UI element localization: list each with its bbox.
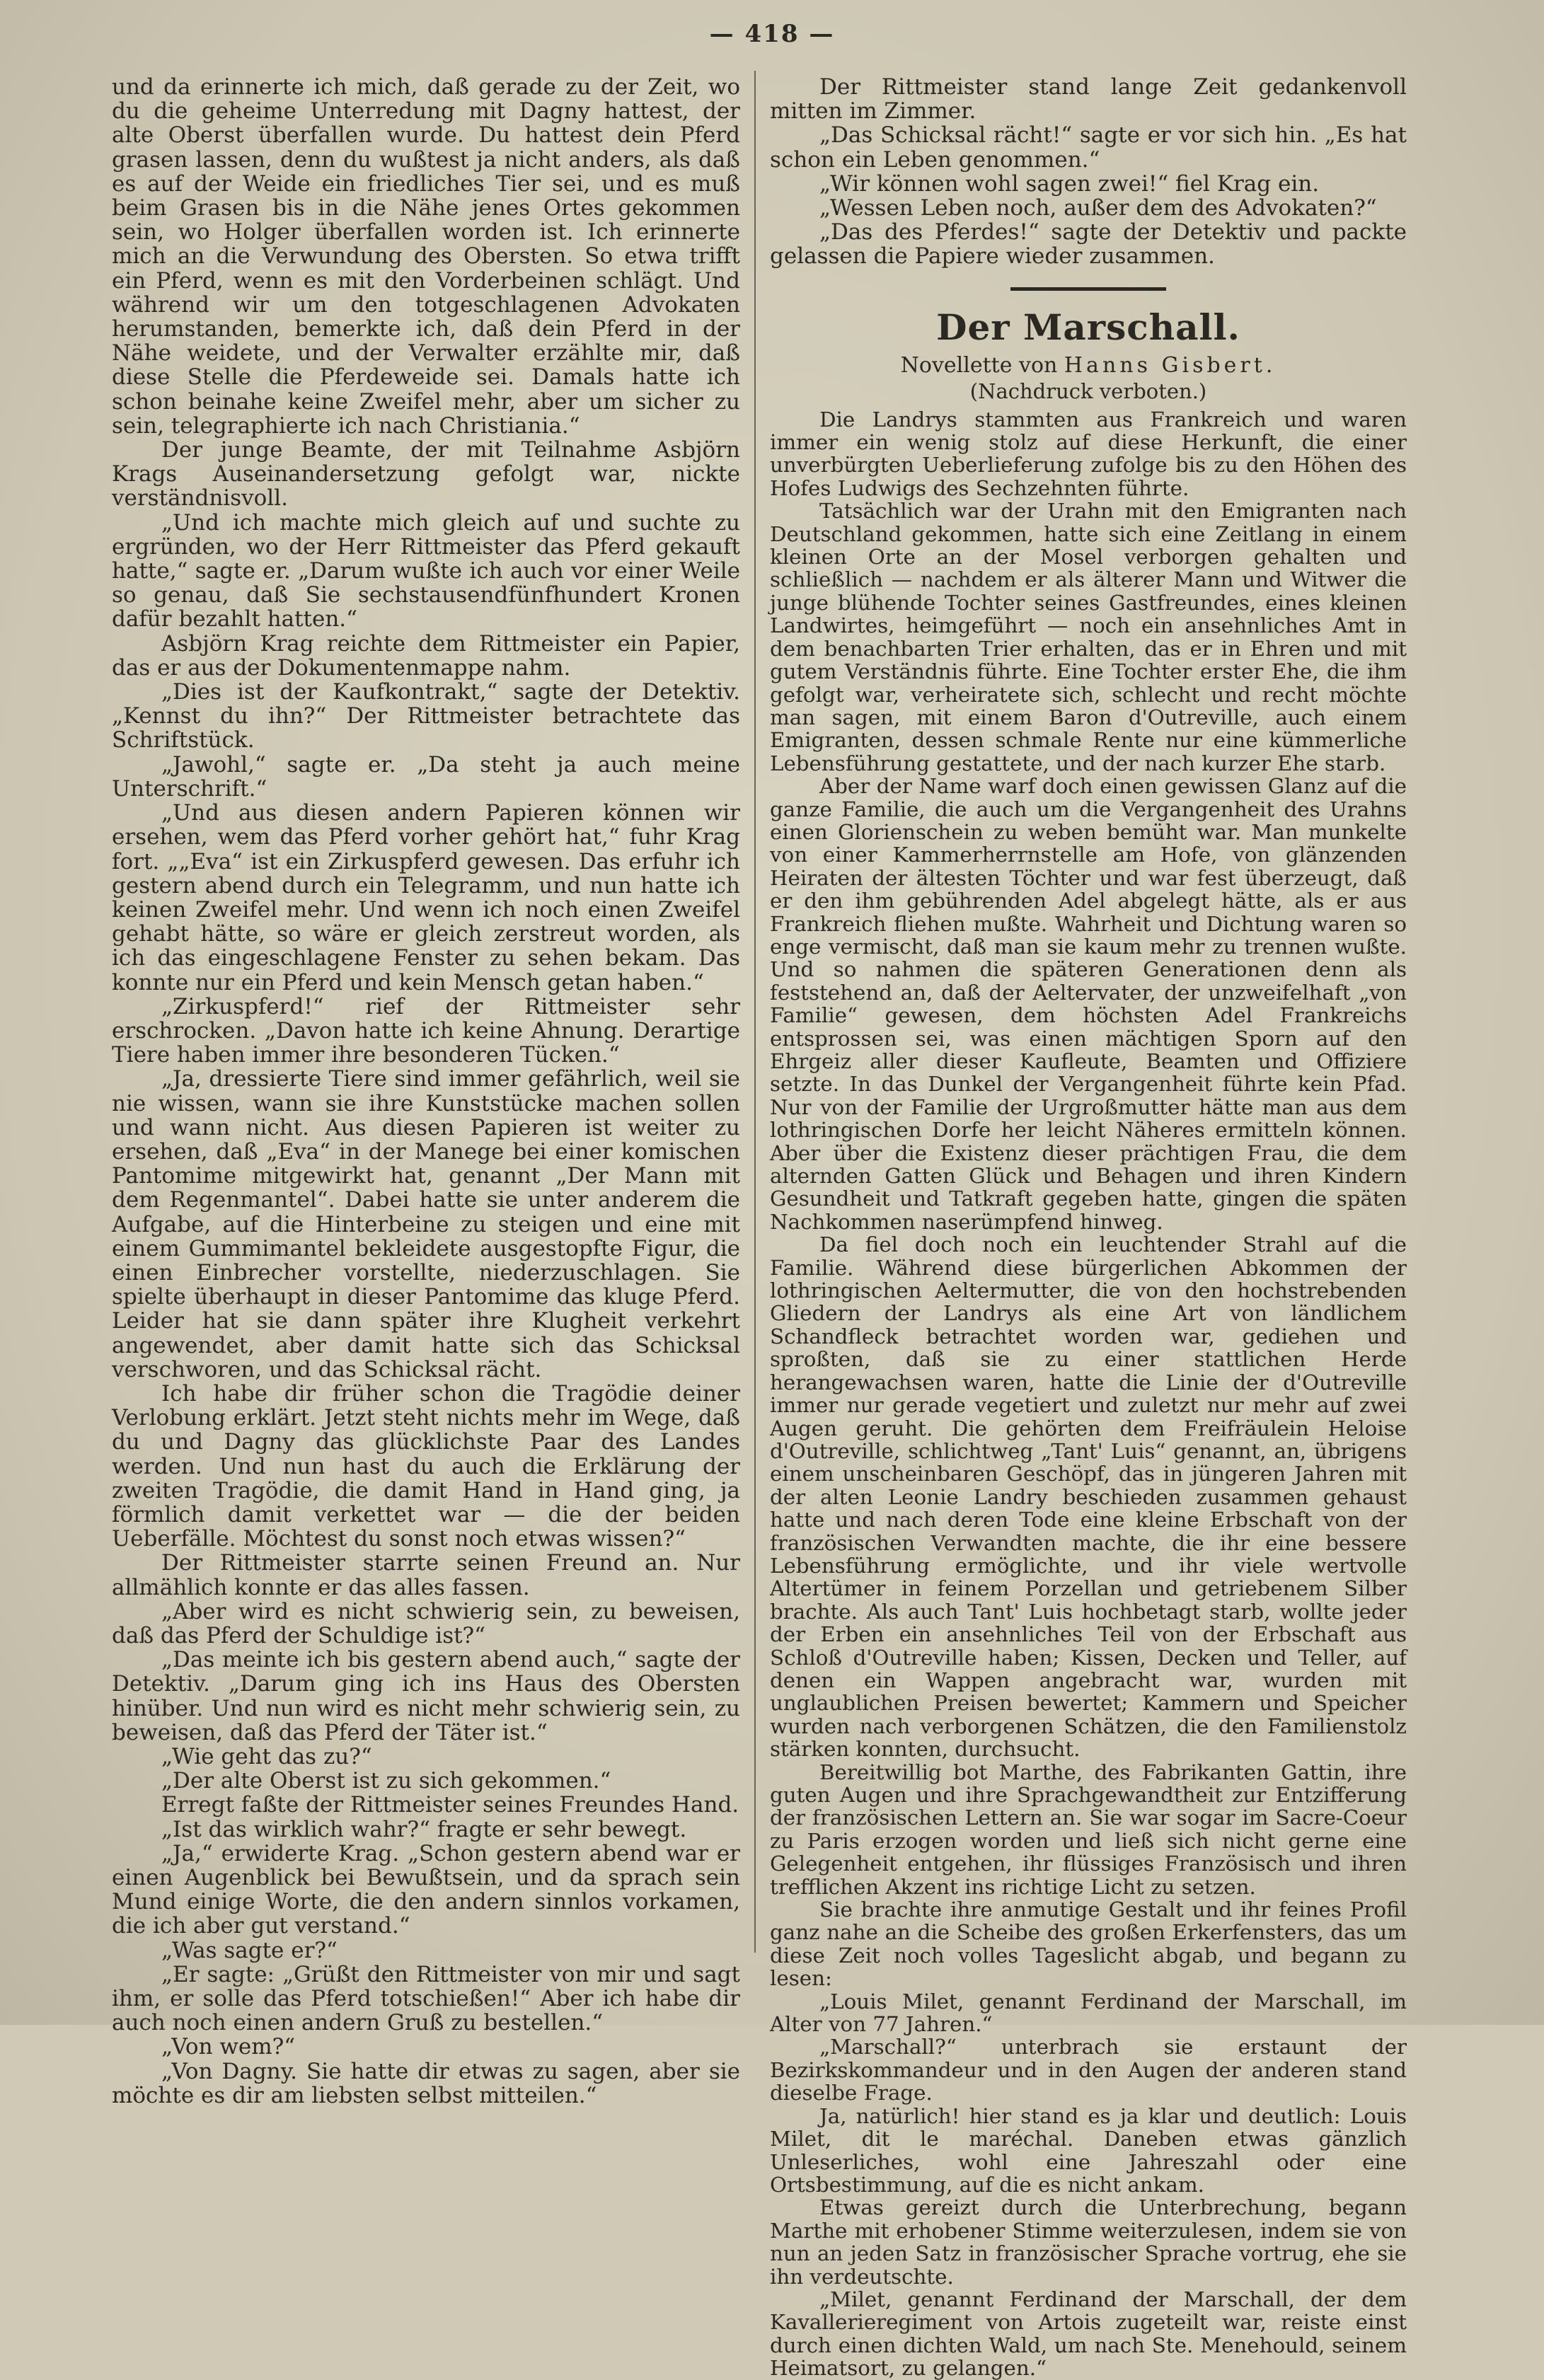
paragraph: „Und ich machte mich gleich auf und suchte zu ergründen, wo der Herr Rittmeister das Pferd gekauft hatte,“ sagte er. „Darum wußte ich auch vor einer Weile so genau, daß Sie sechstausendfünfhundert Kronen dafür bezahlt hatten.“ [112, 509, 740, 632]
paragraph: Der Rittmeister starrte seinen Freund an. Nur allmählich konnte er das alles fassen. [112, 1550, 740, 1600]
story-title: Der Marschall. [936, 306, 1240, 348]
paragraph: „Ja,“ erwiderte Krag. „Schon gestern abend war er einen Augenblick bei Bewußtsein, und da sprach sein Mund einige Worte, die den andern sinnlos vorkamen, die ich aber gut verstand.“ [112, 1840, 740, 1939]
paragraph: Bereitwillig bot Marthe, des Fabrikanten Gattin, ihre guten Augen und ihre Sprachgewandtheit zur Entzifferung der französischen Lettern an. Sie war sogar im Sacre-Coeur zu Paris erzogen worden und ließ sich nicht gerne eine Gelegenheit entgehen, ihr flüssiges Französisch und ihren trefflichen Akzent ins richtige Licht zu setzen. [770, 1760, 1407, 1899]
paragraph: „Jawohl,“ sagte er. „Da steht ja auch meine Unterschrift.“ [112, 751, 740, 802]
right-column [770, 75, 1407, 2380]
paragraph: „Das Schicksal rächt!“ sagte er vor sich hin. „Es hat schon ein Leben genommen.“ [770, 122, 1407, 173]
story-ending [770, 75, 1407, 269]
paragraph: „Wie geht das zu?“ [161, 1744, 372, 1770]
page-number: — 418 — [709, 20, 835, 48]
paragraph: „Das des Pferdes!“ sagte der Detektiv und packte gelassen die Papiere wieder zusammen. [770, 219, 1407, 270]
paragraph: Der Rittmeister stand lange Zeit gedankenvoll mitten im Zimmer. [770, 74, 1407, 125]
paragraph: „Das meinte ich bis gestern abend auch,“ sagte der Detektiv. „Darum ging ich ins Haus des Obersten hinüber. Und nun wird es nicht mehr schwierig sein, zu beweisen, daß das Pferd der Täter ist.“ [112, 1647, 740, 1745]
paragraph: Ich habe dir früher schon die Tragödie deiner Verlobung erklärt. Jetzt steht nichts mehr im Wege, daß du und Dagny das glücklichste Paar des Landes werden. Und nun hast du auch die Erklärung der zweiten Tragödie, die damit Hand in Hand ging, ja förmlich damit verkettet war — die der beiden Ueberfälle. Möchtest du sonst noch etwas wissen?“ [112, 1380, 740, 1552]
paragraph: „Von wem?“ [161, 2034, 296, 2060]
paragraph: Asbjörn Krag reichte dem Rittmeister ein Papier, das er aus der Dokumentenmappe nahm. [112, 630, 740, 681]
paragraph: Da fiel doch noch ein leuchtender Strahl auf die Familie. Während diese bürgerlichen Abkommen der lothringischen Aeltermutter, die von den hochstrebenden Gliedern der Landrys als eine Art von ländlichem Schandfleck betrachtet worden war, gediehen und sproßten, daß sie zu einer stattlichen Herde herangewachsen waren, hatte die Linie der d'Outreville immer nur gerade vegetiert und zuletzt nur mehr auf zwei Augen geruht. Die gehörten dem Freifräulein Heloise d'Outreville, schlichtweg „Tant' Luis“ genannt, an, übrigens einem unscheinbaren Geschöpf, das in jüngeren Jahren mit der alten Leonie Landry beschieden zusammen gehaust hatte und nach deren Tode eine kleine Erbschaft von der französischen Verwandten machte, die ihr eine bessere Lebensführung ermöglichte, und ihr viele wertvolle Altertümer in feinem Porzellan und getriebenem Silber brachte. Als auch Tant' Luis hochbetagt starb, wollte jeder der Erben ein ansehnliches Teil von der Erbschaft aus Schloß d'Outreville haben; Kissen, Decken und Teller, auf denen ein Wappen angebracht war, wurden mit unglaublichen Preisen bewertet; Kammern und Speicher wurden nach verborgenen Schätzen, die den Familienstolz stärken konnten, durchsucht. [770, 1232, 1407, 1762]
paragraph: „Der alte Oberst ist zu sich gekommen.“ [161, 1768, 611, 1794]
paragraph: „Marschall?“ unterbrach sie erstaunt der Bezirkskommandeur und in den Augen der anderen stand dieselbe Frage. [770, 2035, 1407, 2105]
story-byline [770, 353, 1407, 379]
paragraph: „Ist das wirklich wahr?“ fragte er sehr bewegt. [161, 1816, 687, 1842]
paragraph: „Von Dagny. Sie hatte dir etwas zu sagen, aber sie möchte es dir am liebsten selbst mitteilen.“ [112, 2058, 740, 2108]
paragraph: Tatsächlich war der Urahn mit den Emigranten nach Deutschland gekommen, hatte sich eine Zeitlang in einem kleinen Orte an der Mosel verborgen gehalten und schließlich — nachdem er als älterer Mann und Witwer die junge blühende Tochter seines Gastfreundes, eines kleinen Landwirtes, heimgeführt — noch ein ansehnliches Amt in dem benachbarten Trier erhalten, das er in Ehren und mit gutem Verständnis führte. Eine Tochter erster Ehe, die ihm gefolgt war, verheiratete sich, schlecht und recht möchte man sagen, mit einem Baron d'Outreville, auch einem Emigranten, dessen schmale Rente nur eine kümmerliche Lebensführung gestattete, und der nach kurzer Ehe starb. [770, 499, 1407, 775]
paragraph: „Wessen Leben noch, außer dem des Advokaten?“ [819, 195, 1377, 221]
paragraph: und da erinnerte ich mich, daß gerade zu der Zeit, wo du die geheime Unterredung mit Dagny hattest, der alte Oberst überfallen wurde. Du hattest dein Pferd grasen lassen, denn du wußtest ja nicht anders, als daß es auf der Weide ein friedliches Tier sei, und es muß beim Grasen bis in die Nähe jenes Ortes gekommen sein, wo Holger überfallen worden ist. Ich erinnerte mich an die Verwundung des Obersten. So etwa trifft ein Pferd, wenn es mit den Vorderbeinen schlägt. Und während wir um den totgeschlagenen Advokaten herumstanden, bemerkte ich, daß dein Pferd in der Nähe weidete, und der Verwalter erzählte mir, daß diese Stelle die Pferdeweide sei. Damals hatte ich schon beinahe keine Zweifel mehr, aber um sicher zu sein, telegraphierte ich nach Christiania.“ [112, 74, 740, 439]
section-separator [1010, 287, 1166, 291]
story-body [770, 408, 1407, 2380]
paragraph: „Milet, genannt Ferdinand der Marschall, der dem Kavallerieregiment von Artois zugeteilt war, reiste einst durch einen dichten Wald, um nach Ste. Menehould, seinem Heimatsort, zu gelangen.“ [770, 2287, 1407, 2380]
paragraph: „Was sagte er?“ [161, 1937, 338, 1963]
paragraph: „Wir können wohl sagen zwei!“ fiel Krag ein. [819, 171, 1320, 197]
paragraph: Aber der Name warf doch einen gewissen Glanz auf die ganze Familie, die auch um die Vergangenheit des Urahns einen Glorienschein zu weben bemüht war. Man munkelte von einer Kammerherrnstelle am Hofe, von glänzenden Heiraten der ältesten Töchter und war fest überzeugt, daß er den ihm gebührenden Adel abgelegt hätte, als er aus Frankreich fliehen mußte. Wahrheit und Dichtung waren so enge vermischt, daß man sie kaum mehr zu trennen wußte. Und so nahmen die späteren Generationen denn als feststehend an, daß der Aeltervater, der unzweifelhaft „von Familie“ gewesen, dem höchsten Adel Frankreichs entsprossen sei, was einen mächtigen Sporn auf den Ehrgeiz aller dieser Kaufleute, Beamten und Offiziere setzte. In das Dunkel der Vergangenheit führte kein Pfad. Nur von der Familie der Urgroßmutter hätte man aus dem lothringischen Dorfe her leicht Näheres ermitteln können. Aber über die Existenz dieser prächtigen Frau, die dem alternden Gatten Glück und Behagen und ihren Kindern Gesundheit und Tatkraft gegeben hatte, gingen die späten Nachkommen naserümpfend hinweg. [770, 774, 1407, 1234]
story-author: Hanns Gisbert. [1064, 352, 1277, 378]
paragraph: „Dies ist der Kaufkontrakt,“ sagte der Detektiv. „Kennst du ihn?“ Der Rittmeister betrachtete das Schriftstück. [112, 679, 740, 753]
paragraph: „Und aus diesen andern Papieren können wir ersehen, wem das Pferd vorher gehört hat,“ fuhr Krag fort. „„Eva“ ist ein Zirkuspferd gewesen. Das erfuhr ich gestern abend durch ein Telegramm, und nun hatte ich keinen Zweifel mehr. Und wenn ich noch einen Zweifel gehabt hätte, so wäre er gleich zerstreut worden, als ich das eingeschlagene Fenster zu sehen bekam. Das konnte nur ein Pferd und kein Mensch getan haben.“ [112, 800, 740, 995]
paragraph: Die Landrys stammten aus Frankreich und waren immer ein wenig stolz auf diese Herkunft, die einer unverbürgten Ueberlieferung zufolge bis zu den Höhen des Hofes Ludwigs des Sechzehnten führte. [770, 407, 1407, 500]
paragraph: Der junge Beamte, der mit Teilnahme Asbjörn Krags Auseinandersetzung gefolgt war, nickte verständnisvoll. [112, 437, 740, 512]
paragraph: „Ja, dressierte Tiere sind immer gefährlich, weil sie nie wissen, wann sie ihre Kunststücke machen sollen und wann nicht. Aus diesen Papieren ist weiter zu ersehen, daß „Eva“ in der Manege bei einer komischen Pantomime mitgewirkt hat, genannt „Der Mann mit dem Regenmantel“. Dabei hatte sie unter anderem die Aufgabe, auf die Hinterbeine zu steigen und eine mit einem Gummimantel bekleidete ausgestopfte Figur, die einen Einbrecher vorstellte, niederzuschlagen. Sie spielte überhaupt in dieser Pantomime das kluge Pferd. Leider hat sie dann später ihre Klugheit verkehrt angewendet, aber damit hatte sich das Schicksal verschworen, und das Schicksal rächt. [112, 1066, 740, 1382]
paragraph: Erregt faßte der Rittmeister seines Freundes Hand. [161, 1792, 739, 1818]
left-column [112, 75, 740, 2108]
reprint-note: (Nachdruck verboten.) [969, 379, 1207, 403]
paragraph: Ja, natürlich! hier stand es ja klar und deutlich: Louis Milet, dit le maréchal. Daneben etwas gänzlich Unleserliches, wohl eine Jahreszahl oder eine Ortsbestimmung, auf die es nicht ankam. [770, 2103, 1407, 2197]
paragraph: Sie brachte ihre anmutige Gestalt und ihr feines Profil ganz nahe an die Scheibe des großen Erkerfensters, das um diese Zeit noch volles Tageslicht abgab, und begann zu lesen: [770, 1897, 1407, 1991]
paragraph: „Aber wird es nicht schwierig sein, zu beweisen, daß das Pferd der Schuldige ist?“ [112, 1598, 740, 1648]
paragraph: „Zirkuspferd!“ rief der Rittmeister sehr erschrocken. „Davon hatte ich keine Ahnung. Derartige Tiere haben immer ihre besonderen Tücken.“ [112, 993, 740, 1068]
paragraph: „Er sagte: „Grüßt den Rittmeister von mir und sagt ihm, er solle das Pferd totschießen!“ Aber ich habe dir auch noch einen andern Gruß zu bestellen.“ [112, 1961, 740, 2036]
column-divider [754, 71, 756, 1953]
paragraph: „Louis Milet, genannt Ferdinand der Marschall, im Alter von 77 Jahren.“ [770, 1989, 1407, 2037]
byline-prefix: Novellette von [900, 352, 1058, 378]
paragraph: Etwas gereizt durch die Unterbrechung, begann Marthe mit erhobener Stimme weiterzulesen, indem sie von nun an jeden Satz in französischer Sprache vortrug, ehe sie ihn verdeutschte. [770, 2195, 1407, 2289]
